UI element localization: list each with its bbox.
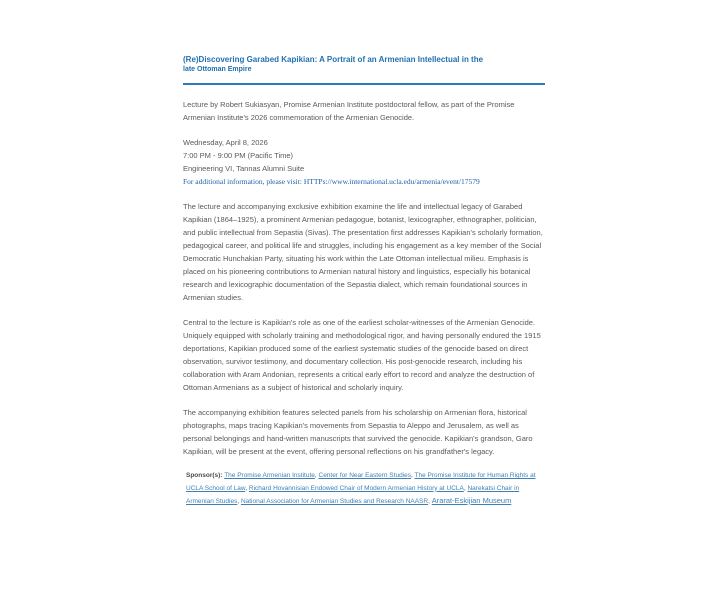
sponsor-link[interactable]: National Association for Armenian Studies and Research NAASR <box>240 498 429 505</box>
event-header <box>183 54 545 85</box>
sponsor-separator: , <box>463 484 468 492</box>
sponsor-link[interactable]: The Promise Armenian Institute <box>224 472 315 479</box>
title-divider <box>183 83 545 85</box>
description-paragraph-3: The accompanying exhibition features selected panels from his scholarship on Armenian flora, historical photographs, maps tracing Kapikian's movements from Sepastia to Aleppo and Jerusalem, as well as personal belongings and hand-written manuscripts that survived the genocide. Kapikian's grandson, Garo Kapikian, will be present at the event, offering personal reflections on his grandfather's legacy. <box>183 408 533 456</box>
event-date: Wednesday, April 8, 2026 <box>183 138 268 147</box>
page-title <box>183 54 545 74</box>
sponsor-separator: , <box>314 472 319 479</box>
sponsor-separator: , <box>237 498 241 505</box>
description-paragraph-1: The lecture and accompanying exclusive exhibition examine the life and intellectual legacy of Garabed Kapikian (1864–1925), a prominent Armenian pedagogue, botanist, lexicographer, ethnographer, politician, and public intellectual from Sepastia (Sivas). The presentation first addresses Kapikian's scholarly formation, pedagogical career, and political life and struggles, including his engagement as a key member of the Social Democratic Hunchakian Party, situating his work within the Late Ottoman intellectual milieu. Emphasis is placed on his pioneering contributions to Armenian natural history and linguistics, especially his botanical research and lexicographic documentation of the Sepastia dialect, which remain foundational sources in Armenian studies. <box>183 202 543 302</box>
sponsor-link[interactable]: The Promise Institute for Human Rights at UCLA School of Law <box>186 472 536 492</box>
sponsor-separator: , <box>245 484 249 492</box>
page-title-line2: late Ottoman Empire <box>183 66 252 73</box>
sponsor-link[interactable]: Richard Hovannisian Endowed Chair of Modern Armenian History at UCLA <box>248 484 464 492</box>
sponsor-link[interactable]: Ararat-Eskijian Museum <box>431 496 512 505</box>
intro-paragraph: Lecture by Robert Sukiasyan, Promise Armenian Institute postdoctoral fellow, as part of the Promise Armenian Institute's 2026 commemoration of the Armenian Genocide. <box>183 100 515 122</box>
sponsors-section <box>183 470 545 509</box>
event-details <box>183 136 545 188</box>
page-title-line1: (Re)Discovering Garabed Kapikian: A Portrait of an Armenian Intellectual in the <box>183 55 484 64</box>
sponsor-list <box>186 472 536 505</box>
sponsor-separator: , <box>428 498 432 505</box>
description-paragraph-2: Central to the lecture is Kapikian's role as one of the earliest scholar-witnesses of the Armenian Genocide. Uniquely equipped with scholarly training and methodological rigor, and having personally endured the 1915 deportations, Kapikian produced some of the earliest systematic studies of the genocide based on direct observation, survivor testimony, and documentary collection. His post-genocide research, including his collaboration with Aram Andonian, represents a critical early effort to record and analyze the destruction of Ottoman Armenians as a subject of historical and scholarly inquiry. <box>183 318 541 392</box>
sponsor-link[interactable]: Center for Near Eastern Studies <box>318 472 411 479</box>
sponsors-label: Sponsor(s): <box>186 472 223 479</box>
sponsor-link[interactable]: Narekatsi Chair in Armenian Studies <box>186 484 520 505</box>
event-info-link[interactable]: HTTPs://www.international.ucla.edu/armenia/event/17579 <box>303 177 480 186</box>
additional-info-line <box>183 175 545 188</box>
additional-info-prefix: For additional information, please visit: <box>183 177 302 186</box>
sponsor-separator: , <box>411 472 415 479</box>
event-page <box>183 0 545 509</box>
event-time: 7:00 PM - 9:00 PM (Pacific Time) <box>183 151 294 160</box>
event-location: Engineering VI, Tannas Alumni Suite <box>183 164 305 173</box>
